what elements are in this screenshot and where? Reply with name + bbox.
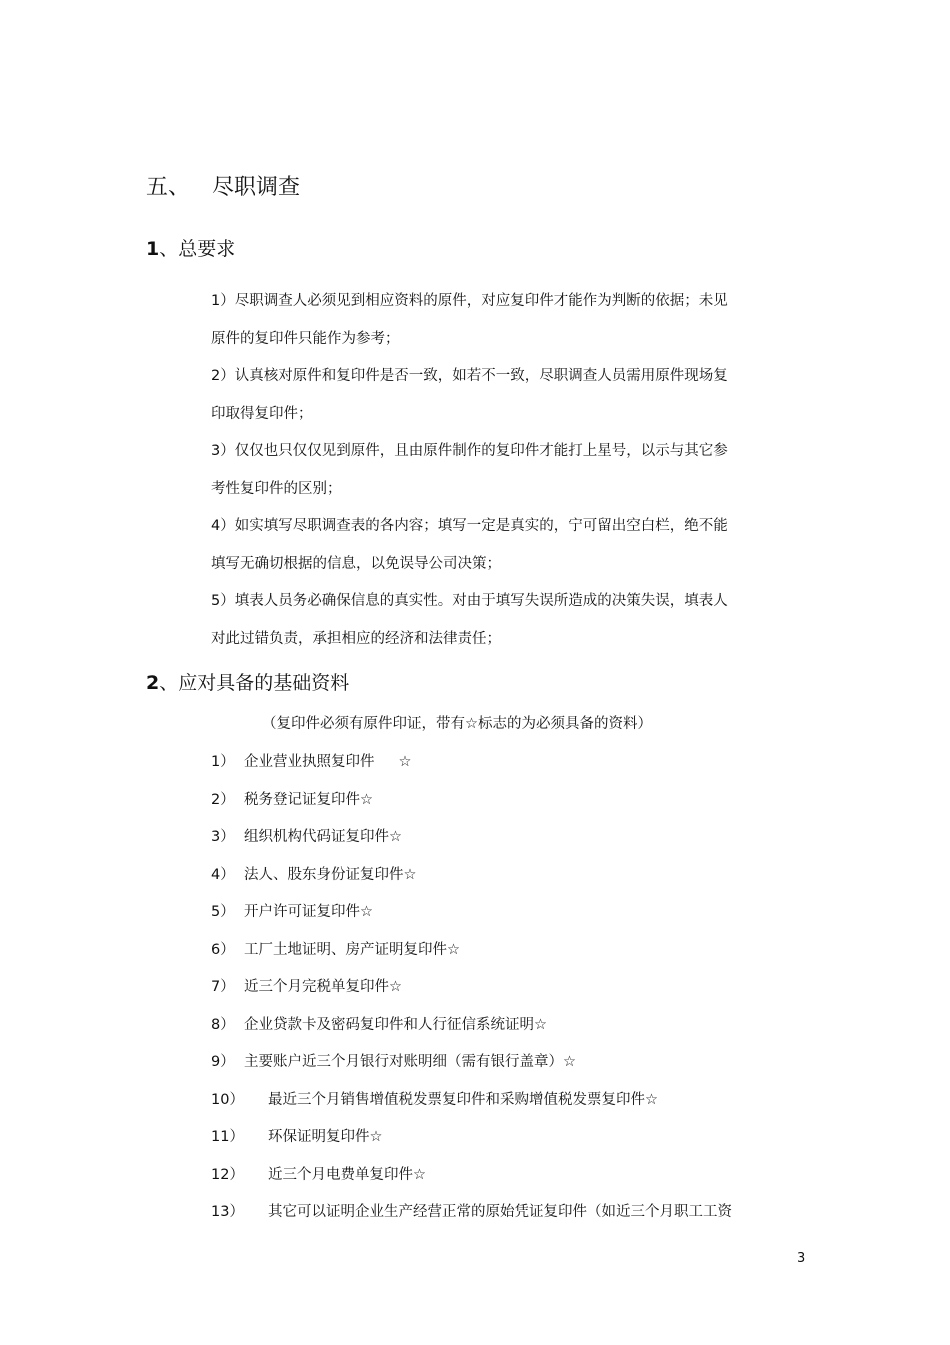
item-number: 7） xyxy=(211,979,235,995)
item-number: 1） xyxy=(211,754,235,770)
requirement-line: 3）仅仅也只仅仅见到原件，且由原件制作的复印件才能打上星号，以示与其它参 xyxy=(211,443,728,459)
star-icon: ☆ xyxy=(398,754,412,770)
item-text: 企业贷款卡及密码复印件和人行征信系统证明☆ xyxy=(244,1016,547,1033)
section-number: 2 xyxy=(146,672,160,694)
list-item xyxy=(211,862,771,900)
requirement-line: 对此过错负责，承担相应的经济和法律责任； xyxy=(211,630,501,647)
list-item xyxy=(211,1087,771,1125)
list-item xyxy=(211,1162,771,1200)
chapter-title: 尽职调查 xyxy=(212,175,301,200)
page-number: 3 xyxy=(797,1251,806,1266)
list-item xyxy=(211,974,771,1012)
requirement-line: 考性复印件的区别； xyxy=(211,480,342,497)
item-text: 最近三个月销售增值税发票复印件和采购增值税发票复印件☆ xyxy=(268,1091,658,1108)
requirement-line: 填写无确切根据的信息，以免误导公司决策； xyxy=(211,555,501,572)
requirement-line: 4）如实填写尽职调查表的各内容；填写一定是真实的，宁可留出空白栏，绝不能 xyxy=(211,518,728,534)
requirement-line: 2）认真核对原件和复印件是否一致，如若不一致，尽职调查人员需用原件现场复 xyxy=(211,368,728,384)
item-number: 2） xyxy=(211,791,235,808)
list-item xyxy=(211,824,771,862)
chapter-heading xyxy=(146,172,300,204)
item-number: 12） xyxy=(211,1166,244,1183)
item-text: 主要账户近三个月银行对账明细（需有银行盖章）☆ xyxy=(244,1054,576,1070)
requirements-list xyxy=(211,283,751,658)
item-text: 近三个月电费单复印件☆ xyxy=(268,1166,426,1183)
item-text: 组织机构代码证复印件☆ xyxy=(244,829,402,845)
list-item xyxy=(211,749,771,787)
item-number: 10） xyxy=(211,1091,244,1108)
item-number: 13） xyxy=(211,1204,244,1220)
item-number: 5） xyxy=(211,904,235,920)
requirement-line: 原件的复印件只能作为参考； xyxy=(211,330,400,347)
item-number: 11） xyxy=(211,1129,244,1145)
item-number: 6） xyxy=(211,941,235,958)
section-heading-basic-documents xyxy=(146,669,349,697)
item-number: 8） xyxy=(211,1016,235,1033)
item-text: 开户许可证复印件☆ xyxy=(244,904,373,920)
item-number: 4） xyxy=(211,866,235,883)
list-item xyxy=(211,899,771,937)
list-item xyxy=(211,1199,771,1237)
list-item xyxy=(211,937,771,975)
item-text: 环保证明复印件☆ xyxy=(268,1129,383,1145)
item-text: 工厂土地证明、房产证明复印件☆ xyxy=(244,941,460,958)
item-number: 9） xyxy=(211,1054,235,1070)
section-heading-requirements xyxy=(146,235,235,263)
requirement-line: 印取得复印件； xyxy=(211,405,313,422)
item-text: 税务登记证复印件☆ xyxy=(244,791,373,808)
item-text: 其它可以证明企业生产经营正常的原始凭证复印件（如近三个月职工工资 xyxy=(268,1204,732,1220)
requirement-line: 5）填表人员务必确保信息的真实性。对由于填写失误所造成的决策失误，填表人 xyxy=(211,593,728,609)
list-item xyxy=(211,787,771,825)
list-item xyxy=(211,1049,771,1087)
list-item xyxy=(211,1012,771,1050)
document-list xyxy=(211,749,771,1237)
section-number: 1 xyxy=(146,238,160,260)
chapter-number: 五、 xyxy=(146,175,191,200)
section-title: 、总要求 xyxy=(159,238,236,260)
section-title: 、应对具备的基础资料 xyxy=(159,672,350,694)
item-number: 3） xyxy=(211,829,235,845)
item-text: 法人、股东身份证复印件☆ xyxy=(244,866,417,883)
item-text: 企业营业执照复印件 xyxy=(244,754,375,770)
requirement-line: 1）尽职调查人必须见到相应资料的原件，对应复印件才能作为判断的依据；未见 xyxy=(211,293,728,309)
list-item xyxy=(211,1124,771,1162)
item-text: 近三个月完税单复印件☆ xyxy=(244,979,402,995)
section-note: （复印件必须有原件印证，带有☆标志的为必须具备的资料） xyxy=(262,716,652,732)
